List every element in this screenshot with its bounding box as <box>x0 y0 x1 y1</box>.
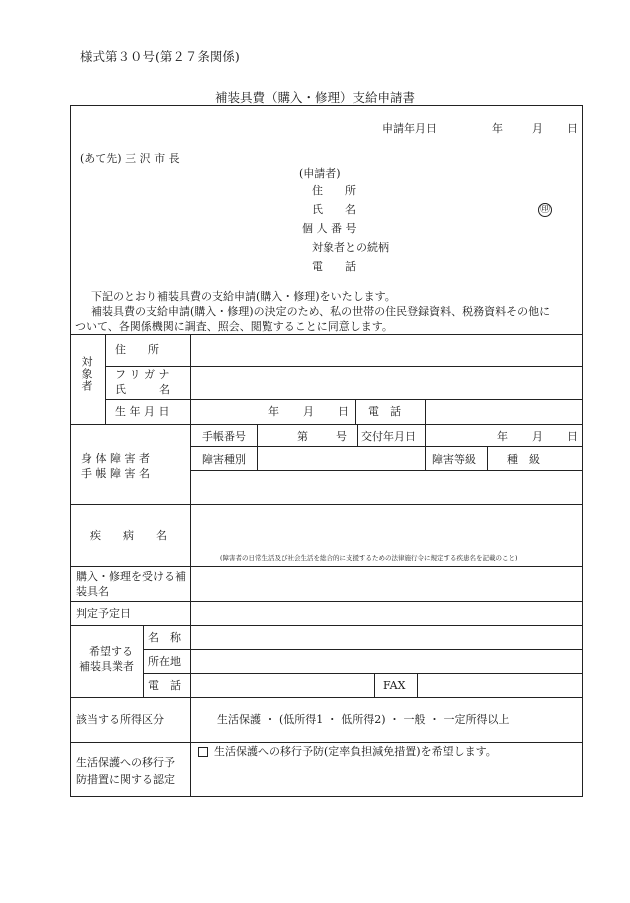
rule-header-end <box>70 334 583 335</box>
rule-cert-end <box>70 504 583 505</box>
welfare-checkbox[interactable] <box>198 747 208 757</box>
rule-cert-v5 <box>425 446 426 470</box>
statement-line-2: 補装具費の支給申請(購入・修理)の決定のため、私の世帯の住民登録資料、税務資料その他に <box>91 305 551 318</box>
rule-disease-end <box>70 566 583 567</box>
rule-vendor-v2 <box>417 673 418 697</box>
statement-line-1: 下記のとおり補装具費の支給申請(購入・修理)をいたします。 <box>91 290 396 303</box>
subject-birth-month: 月 <box>303 405 314 418</box>
seal-mark: ㊞ <box>540 204 550 215</box>
judgment-date-label: 判定予定日 <box>76 607 131 620</box>
device-label-line-2: 装具名 <box>76 585 109 598</box>
cert-issue-month: 月 <box>532 430 543 443</box>
welfare-label-line-1: 生活保護への移行予 <box>76 756 175 769</box>
vendor-label-line-1: 希望する <box>89 645 133 658</box>
rule-subject-v1 <box>355 399 356 424</box>
cert-disability-type-label: 障害種別 <box>202 453 246 466</box>
applicant-name-label: 氏 名 <box>312 203 356 216</box>
vendor-location-label: 所在地 <box>148 655 181 668</box>
subject-name-label: 氏 名 <box>115 383 170 396</box>
disease-label: 疾 病 名 <box>90 529 167 542</box>
rule-cert-v2 <box>357 424 358 446</box>
rule-device-end <box>70 601 583 602</box>
rule-cert-v3 <box>425 424 426 446</box>
rule-label-col <box>190 334 191 797</box>
rule-cert-v4 <box>257 446 258 470</box>
rule-cert-v6 <box>487 446 488 470</box>
rule-vendor-end <box>70 697 583 698</box>
subject-birth-year: 年 <box>268 405 279 418</box>
rule-cert-2 <box>190 470 583 471</box>
applicant-heading: (申請者) <box>299 167 341 180</box>
vendor-phone-label: 電 話 <box>148 679 181 692</box>
rule-cert-v1 <box>257 424 258 446</box>
cert-label-line-1: 身 体 障 害 者 <box>81 452 150 465</box>
rule-cert-1 <box>190 446 583 447</box>
rule-judgment-end <box>70 625 583 626</box>
rule-subject-end <box>70 424 583 425</box>
application-date-label: 申請年月日 <box>382 122 437 135</box>
rule-subject-col <box>105 334 106 424</box>
applicant-relation-label: 対象者との続柄 <box>312 241 389 254</box>
cert-grade-label: 障害等級 <box>432 453 476 466</box>
application-date-day: 日 <box>567 122 578 135</box>
rule-vendor-1 <box>143 649 583 650</box>
addressee: (あて先) 三 沢 市 長 <box>80 152 180 165</box>
subject-birth-day: 日 <box>338 405 349 418</box>
vendor-name-label: 名 称 <box>148 631 181 644</box>
cert-number-dai: 第 <box>297 430 308 443</box>
rule-income-end <box>70 742 583 743</box>
rule-subject-2 <box>105 399 583 400</box>
cert-issue-day: 日 <box>567 430 578 443</box>
disease-note: (障害者の日常生活及び社会生活を総合的に支援するための法律施行令に規定する疾患名を記載のこと) <box>220 554 518 562</box>
form-title: 補装具費（購入・修理）支給申請書 <box>214 90 415 105</box>
application-date-month: 月 <box>532 122 543 135</box>
rule-subject-v2 <box>425 399 426 424</box>
rule-vendor-2 <box>143 673 583 674</box>
device-label-line-1: 購入・修理を受ける補 <box>76 570 186 583</box>
subject-furigana-label: フ リ ガ ナ <box>115 368 170 381</box>
applicant-address-label: 住 所 <box>312 184 356 197</box>
welfare-checkbox-row <box>198 745 497 758</box>
cert-grade-value: 種 級 <box>507 453 540 466</box>
applicant-phone-label: 電 話 <box>312 260 356 273</box>
income-label: 該当する所得区分 <box>76 713 164 726</box>
income-options: 生活保護 ・ (低所得1 ・ 低所得2) ・ 一般 ・ 一定所得以上 <box>217 713 510 726</box>
rule-subject-1 <box>105 366 583 367</box>
welfare-checkbox-text: 生活保護への移行予防(定率負担減免措置)を希望します。 <box>214 745 497 758</box>
rule-vendor-v1 <box>374 673 375 697</box>
welfare-label-line-2: 防措置に関する認定 <box>76 773 175 786</box>
cert-book-number-label: 手帳番号 <box>202 430 246 443</box>
cert-issue-year: 年 <box>497 430 508 443</box>
form-number: 様式第３０号(第２７条関係) <box>80 49 240 64</box>
application-date-year: 年 <box>492 122 503 135</box>
rule-vendor-col <box>143 625 144 697</box>
vendor-fax-label: FAX <box>383 679 406 692</box>
subject-birth-label: 生 年 月 日 <box>115 405 170 418</box>
subject-phone-label: 電 話 <box>368 405 401 418</box>
vendor-label-line-2: 補装具業者 <box>79 660 134 673</box>
cert-number-go: 号 <box>336 430 347 443</box>
subject-address-label: 住 所 <box>115 343 159 356</box>
subject-heading: 対象者 <box>80 356 93 392</box>
applicant-id-label: 個 人 番 号 <box>302 222 357 235</box>
cert-issue-date-label: 交付年月日 <box>361 430 416 443</box>
cert-label-line-2: 手 帳 障 害 名 <box>81 467 150 480</box>
statement-line-3: ついて、各関係機関に調査、照会、閲覧することに同意します。 <box>75 320 393 333</box>
